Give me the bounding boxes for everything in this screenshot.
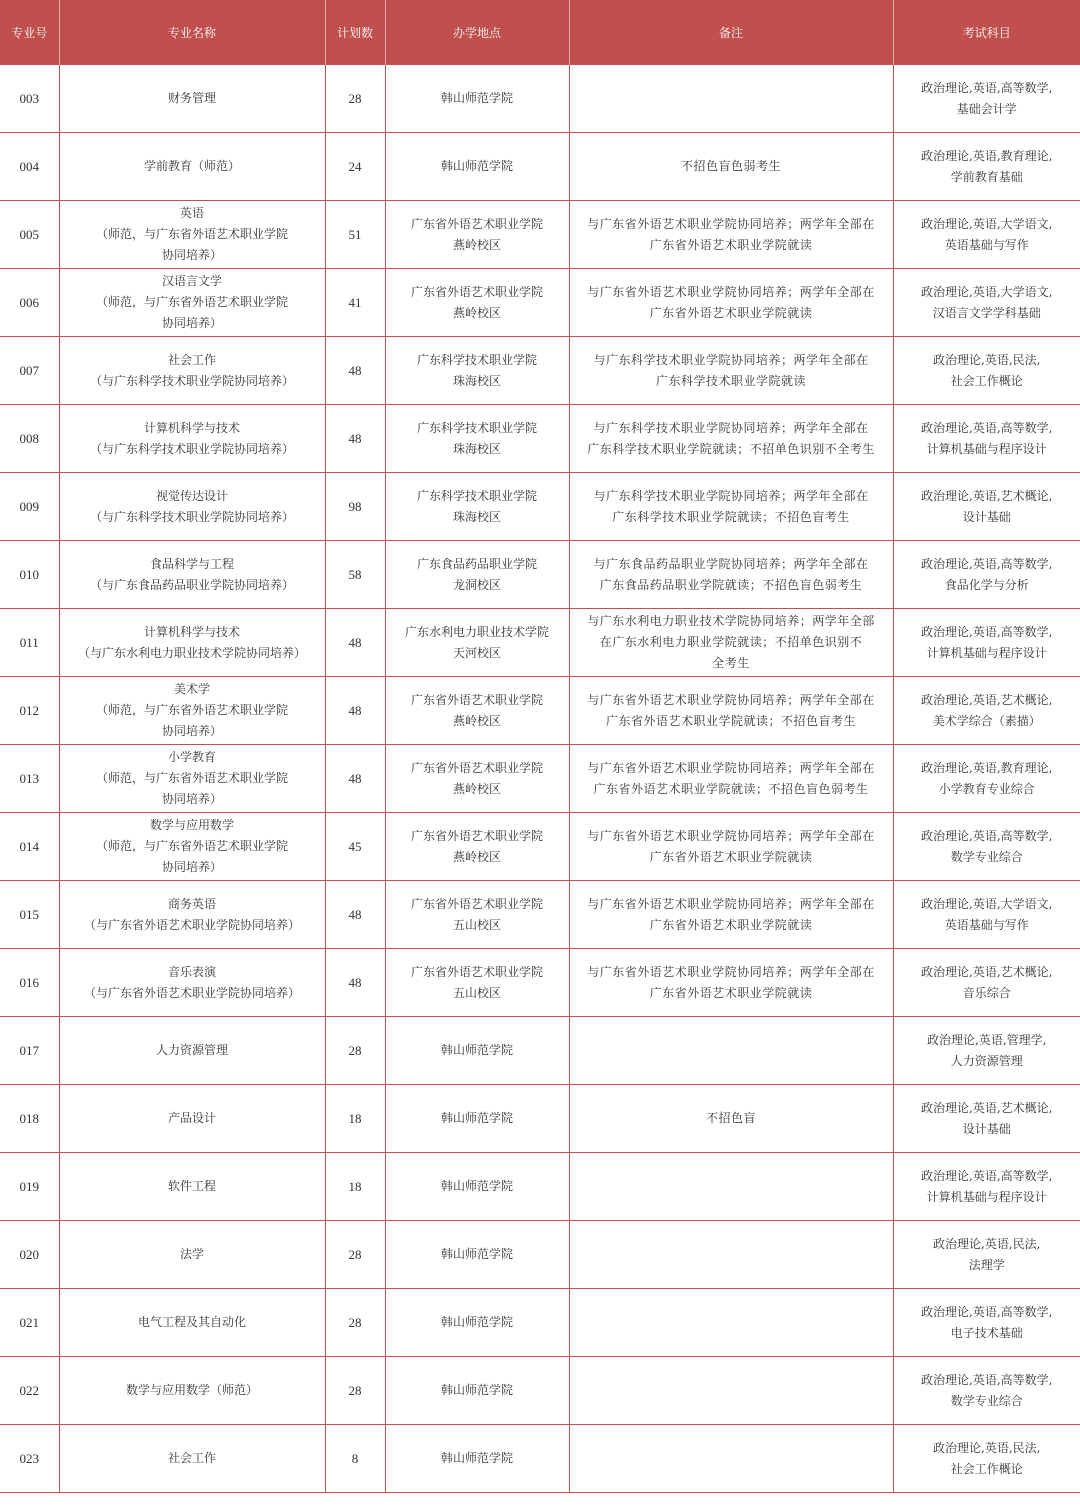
header-code: 专业号	[0, 0, 59, 65]
cell-plan: 28	[325, 1017, 385, 1085]
cell-name: 社会工作 （与广东科学技术职业学院协同培养）	[59, 337, 325, 405]
cell-plan: 48	[325, 881, 385, 949]
table-row	[0, 405, 1080, 473]
cell-note: 与广东省外语艺术职业学院协同培养；两学年全部在 广东省外语艺术职业学院就读；不招色盲考生	[569, 677, 893, 745]
table-row	[0, 1153, 1080, 1221]
header-location: 办学地点	[385, 0, 569, 65]
cell-name: 数学与应用数学 （师范，与广东省外语艺术职业学院 协同培养）	[59, 813, 325, 881]
cell-subjects: 政治理论,英语,高等数学, 计算机基础与程序设计	[893, 405, 1080, 473]
cell-subjects: 政治理论,英语,高等数学, 计算机基础与程序设计	[893, 1153, 1080, 1221]
table-row	[0, 1425, 1080, 1493]
cell-name: 产品设计	[59, 1085, 325, 1153]
cell-code: 012	[0, 677, 59, 745]
cell-note: 不招色盲色弱考生	[569, 133, 893, 201]
cell-plan: 28	[325, 1289, 385, 1357]
cell-subjects: 政治理论,英语,高等数学, 数学专业综合	[893, 813, 1080, 881]
cell-subjects: 政治理论,英语,艺术概论, 设计基础	[893, 473, 1080, 541]
header-name: 专业名称	[59, 0, 325, 65]
table-row	[0, 133, 1080, 201]
cell-plan: 8	[325, 1425, 385, 1493]
table-row	[0, 337, 1080, 405]
cell-note	[569, 1153, 893, 1221]
cell-name: 食品科学与工程 （与广东食品药品职业学院协同培养）	[59, 541, 325, 609]
cell-plan: 48	[325, 745, 385, 813]
cell-location: 广东科学技术职业学院 珠海校区	[385, 473, 569, 541]
cell-plan: 51	[325, 201, 385, 269]
cell-location: 广东省外语艺术职业学院 五山校区	[385, 949, 569, 1017]
table-row	[0, 1085, 1080, 1153]
cell-subjects: 政治理论,英语,高等数学, 食品化学与分析	[893, 541, 1080, 609]
cell-code: 007	[0, 337, 59, 405]
table-row	[0, 609, 1080, 677]
cell-location: 广东水利电力职业技术学院 天河校区	[385, 609, 569, 677]
cell-location: 韩山师范学院	[385, 1289, 569, 1357]
cell-subjects: 政治理论,英语,教育理论, 小学教育专业综合	[893, 745, 1080, 813]
cell-location: 韩山师范学院	[385, 65, 569, 133]
cell-plan: 28	[325, 1221, 385, 1289]
cell-name: 计算机科学与技术 （与广东水利电力职业技术学院协同培养）	[59, 609, 325, 677]
cell-code: 014	[0, 813, 59, 881]
table-row	[0, 949, 1080, 1017]
cell-note	[569, 1357, 893, 1425]
cell-note	[569, 1289, 893, 1357]
cell-name: 计算机科学与技术 （与广东科学技术职业学院协同培养）	[59, 405, 325, 473]
table-row	[0, 1221, 1080, 1289]
cell-note: 与广东科学技术职业学院协同培养；两学年全部在 广东科学技术职业学院就读；不招单色识别不全考生	[569, 405, 893, 473]
cell-note: 与广东食品药品职业学院协同培养；两学年全部在 广东食品药品职业学院就读；不招色盲色弱考生	[569, 541, 893, 609]
cell-subjects: 政治理论,英语,高等数学, 基础会计学	[893, 65, 1080, 133]
cell-name: 人力资源管理	[59, 1017, 325, 1085]
cell-location: 广东省外语艺术职业学院 燕岭校区	[385, 745, 569, 813]
cell-name: 音乐表演 （与广东省外语艺术职业学院协同培养）	[59, 949, 325, 1017]
cell-subjects: 政治理论,英语,艺术概论, 音乐综合	[893, 949, 1080, 1017]
cell-subjects: 政治理论,英语,管理学, 人力资源管理	[893, 1017, 1080, 1085]
cell-code: 016	[0, 949, 59, 1017]
cell-name: 法学	[59, 1221, 325, 1289]
table-row	[0, 269, 1080, 337]
cell-location: 韩山师范学院	[385, 1017, 569, 1085]
cell-code: 008	[0, 405, 59, 473]
cell-note: 与广东科学技术职业学院协同培养；两学年全部在 广东科学技术职业学院就读；不招色盲考生	[569, 473, 893, 541]
cell-location: 广东食品药品职业学院 龙洞校区	[385, 541, 569, 609]
cell-location: 韩山师范学院	[385, 1425, 569, 1493]
cell-name: 商务英语 （与广东省外语艺术职业学院协同培养）	[59, 881, 325, 949]
cell-plan: 48	[325, 677, 385, 745]
table-row	[0, 677, 1080, 745]
cell-note: 与广东省外语艺术职业学院协同培养；两学年全部在 广东省外语艺术职业学院就读	[569, 201, 893, 269]
cell-location: 广东省外语艺术职业学院 五山校区	[385, 881, 569, 949]
table-row	[0, 813, 1080, 881]
cell-code: 009	[0, 473, 59, 541]
cell-note: 与广东省外语艺术职业学院协同培养；两学年全部在 广东省外语艺术职业学院就读	[569, 949, 893, 1017]
table-row	[0, 65, 1080, 133]
cell-plan: 18	[325, 1085, 385, 1153]
cell-location: 韩山师范学院	[385, 133, 569, 201]
cell-code: 003	[0, 65, 59, 133]
header-row	[0, 0, 1080, 65]
cell-note: 与广东水利电力职业技术学院协同培养；两学年全部 在广东水利电力职业学院就读；不招单色识别不 全考生	[569, 609, 893, 677]
cell-plan: 41	[325, 269, 385, 337]
table-row	[0, 1017, 1080, 1085]
cell-subjects: 政治理论,英语,高等数学, 数学专业综合	[893, 1357, 1080, 1425]
cell-code: 015	[0, 881, 59, 949]
cell-name: 英语 （师范，与广东省外语艺术职业学院 协同培养）	[59, 201, 325, 269]
cell-plan: 48	[325, 609, 385, 677]
cell-name: 视觉传达设计 （与广东科学技术职业学院协同培养）	[59, 473, 325, 541]
cell-plan: 45	[325, 813, 385, 881]
cell-plan: 24	[325, 133, 385, 201]
cell-code: 005	[0, 201, 59, 269]
cell-name: 财务管理	[59, 65, 325, 133]
cell-note: 不招色盲	[569, 1085, 893, 1153]
cell-note: 与广东省外语艺术职业学院协同培养；两学年全部在 广东省外语艺术职业学院就读	[569, 269, 893, 337]
cell-subjects: 政治理论,英语,民法, 社会工作概论	[893, 1425, 1080, 1493]
cell-code: 019	[0, 1153, 59, 1221]
cell-name: 软件工程	[59, 1153, 325, 1221]
table-row	[0, 881, 1080, 949]
cell-name: 小学教育 （师范，与广东省外语艺术职业学院 协同培养）	[59, 745, 325, 813]
cell-code: 011	[0, 609, 59, 677]
cell-subjects: 政治理论,英语,高等数学, 计算机基础与程序设计	[893, 609, 1080, 677]
cell-name: 数学与应用数学（师范）	[59, 1357, 325, 1425]
cell-note: 与广东科学技术职业学院协同培养；两学年全部在 广东科学技术职业学院就读	[569, 337, 893, 405]
cell-subjects: 政治理论,英语,艺术概论, 设计基础	[893, 1085, 1080, 1153]
cell-subjects: 政治理论,英语,民法, 社会工作概论	[893, 337, 1080, 405]
cell-location: 广东科学技术职业学院 珠海校区	[385, 405, 569, 473]
cell-note	[569, 1221, 893, 1289]
cell-subjects: 政治理论,英语,大学语文, 英语基础与写作	[893, 201, 1080, 269]
cell-location: 韩山师范学院	[385, 1221, 569, 1289]
table-row	[0, 541, 1080, 609]
table-body	[0, 65, 1080, 1493]
cell-code: 022	[0, 1357, 59, 1425]
cell-name: 电气工程及其自动化	[59, 1289, 325, 1357]
table-row	[0, 1289, 1080, 1357]
header-note: 备注	[569, 0, 893, 65]
header-plan: 计划数	[325, 0, 385, 65]
cell-plan: 28	[325, 65, 385, 133]
cell-plan: 48	[325, 337, 385, 405]
cell-name: 学前教育（师范）	[59, 133, 325, 201]
cell-plan: 28	[325, 1357, 385, 1425]
cell-code: 020	[0, 1221, 59, 1289]
cell-code: 006	[0, 269, 59, 337]
cell-subjects: 政治理论,英语,艺术概论, 美术学综合（素描）	[893, 677, 1080, 745]
cell-code: 018	[0, 1085, 59, 1153]
cell-code: 017	[0, 1017, 59, 1085]
table-row	[0, 473, 1080, 541]
cell-code: 010	[0, 541, 59, 609]
cell-name: 美术学 （师范，与广东省外语艺术职业学院 协同培养）	[59, 677, 325, 745]
cell-location: 广东科学技术职业学院 珠海校区	[385, 337, 569, 405]
cell-name: 汉语言文学 （师范，与广东省外语艺术职业学院 协同培养）	[59, 269, 325, 337]
cell-code: 013	[0, 745, 59, 813]
cell-location: 广东省外语艺术职业学院 燕岭校区	[385, 201, 569, 269]
cell-location: 韩山师范学院	[385, 1153, 569, 1221]
cell-location: 韩山师范学院	[385, 1357, 569, 1425]
cell-code: 004	[0, 133, 59, 201]
table-row	[0, 745, 1080, 813]
cell-note	[569, 1017, 893, 1085]
cell-note	[569, 65, 893, 133]
cell-location: 广东省外语艺术职业学院 燕岭校区	[385, 677, 569, 745]
cell-location: 广东省外语艺术职业学院 燕岭校区	[385, 269, 569, 337]
cell-plan: 18	[325, 1153, 385, 1221]
cell-location: 广东省外语艺术职业学院 燕岭校区	[385, 813, 569, 881]
cell-name: 社会工作	[59, 1425, 325, 1493]
cell-subjects: 政治理论,英语,高等数学, 电子技术基础	[893, 1289, 1080, 1357]
cell-subjects: 政治理论,英语,大学语文, 汉语言文学学科基础	[893, 269, 1080, 337]
cell-code: 021	[0, 1289, 59, 1357]
table-row	[0, 1357, 1080, 1425]
cell-location: 韩山师范学院	[385, 1085, 569, 1153]
table-row	[0, 201, 1080, 269]
cell-plan: 98	[325, 473, 385, 541]
cell-note: 与广东省外语艺术职业学院协同培养；两学年全部在 广东省外语艺术职业学院就读	[569, 813, 893, 881]
cell-subjects: 政治理论,英语,民法, 法理学	[893, 1221, 1080, 1289]
cell-plan: 58	[325, 541, 385, 609]
cell-note	[569, 1425, 893, 1493]
cell-plan: 48	[325, 949, 385, 1017]
cell-note: 与广东省外语艺术职业学院协同培养；两学年全部在 广东省外语艺术职业学院就读；不招色盲色弱考生	[569, 745, 893, 813]
cell-subjects: 政治理论,英语,大学语文, 英语基础与写作	[893, 881, 1080, 949]
cell-subjects: 政治理论,英语,教育理论, 学前教育基础	[893, 133, 1080, 201]
cell-note: 与广东省外语艺术职业学院协同培养；两学年全部在 广东省外语艺术职业学院就读	[569, 881, 893, 949]
header-subjects: 考试科目	[893, 0, 1080, 65]
cell-plan: 48	[325, 405, 385, 473]
cell-code: 023	[0, 1425, 59, 1493]
